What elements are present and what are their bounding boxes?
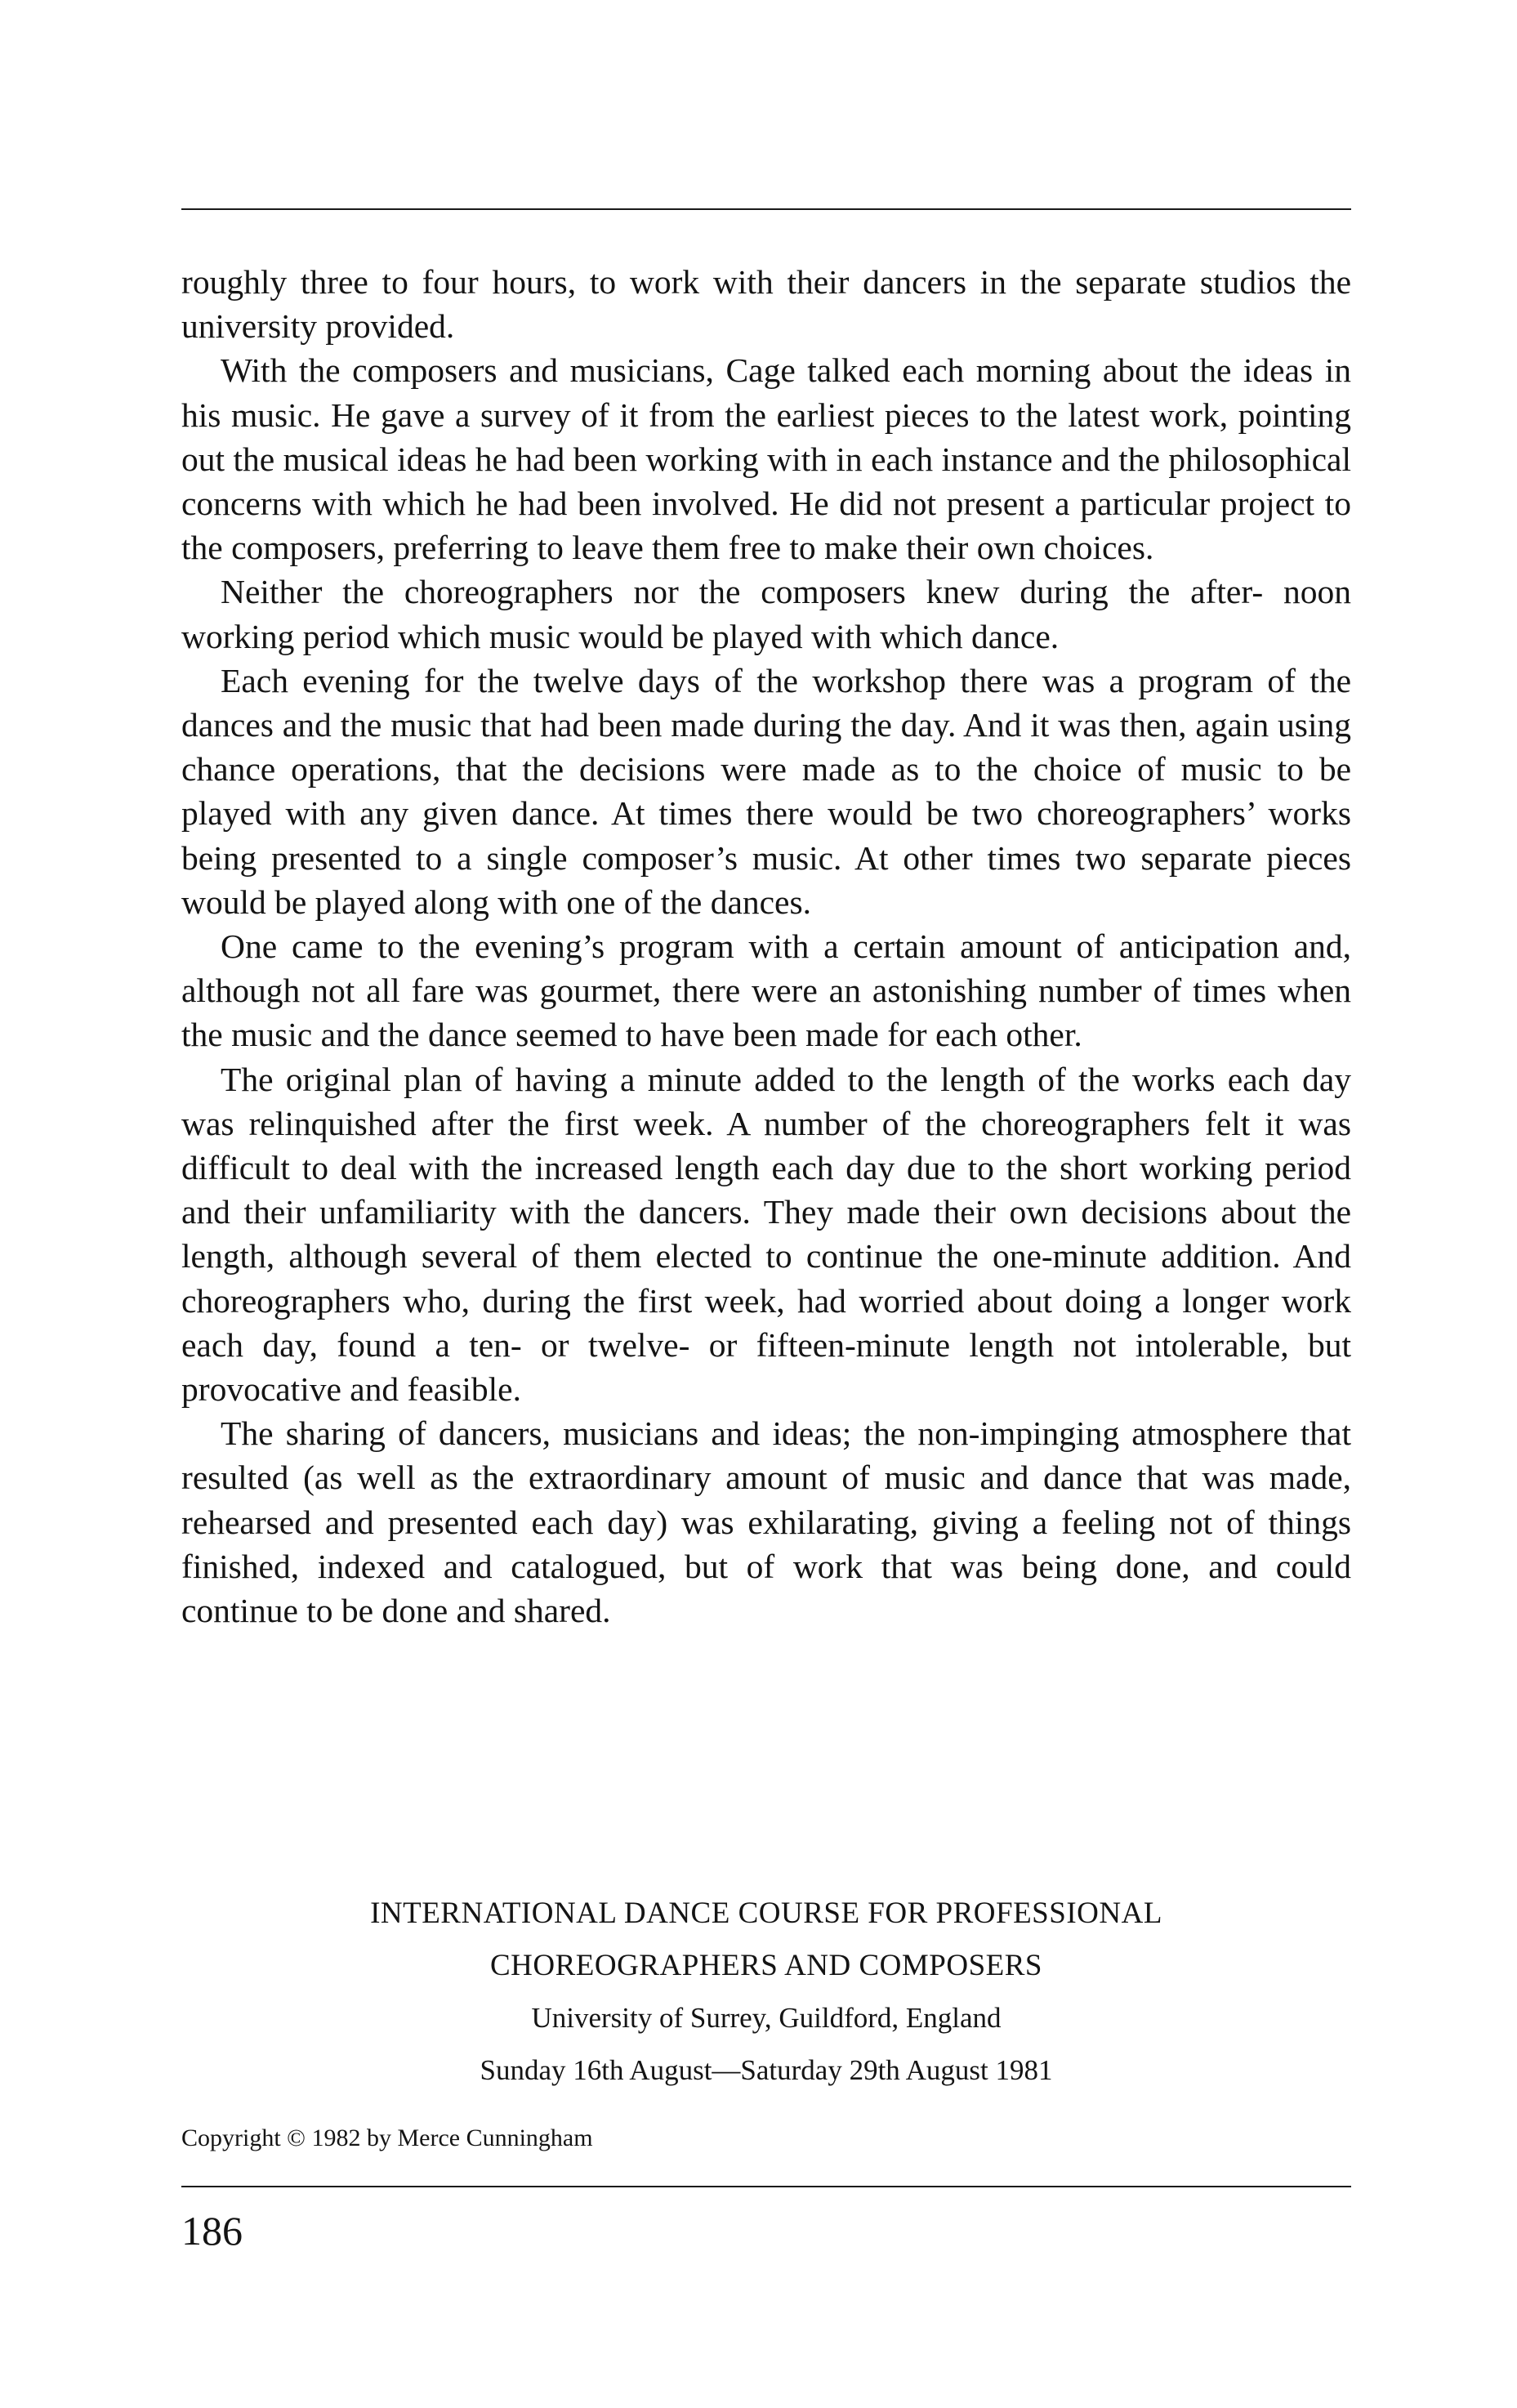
course-location: University of Surrey, Guildford, England — [531, 2002, 1002, 2034]
paragraph-1: roughly three to four hours, to work with their dancers in the separate studios the university provided. — [181, 263, 1351, 346]
course-title-line-2: CHOREOGRAPHERS AND COMPOSERS — [489, 1949, 1043, 1982]
course-credits — [181, 1888, 1351, 2097]
paragraph-2: With the composers and musicians, Cage talked each morning about the ideas in his music. He gave a survey of it from the earliest pieces to the latest work, pointing out the musical ideas he had been working with in each instance and the philosophical concerns with which he had been involved. He did not present a particular project to the composers, preferring to leave them free to make their own choices. — [181, 351, 1351, 567]
paragraph-7: The sharing of dancers, musicians and ideas; the non-impinging atmosphere that resulted (as well as the extraordinary amount of music and dance that was made, rehearsed and presented each day) was exhilarating, giving a feeling not of things finished, indexed and catalogued, but of work that was being done, and could continue to be done and shared. — [181, 1414, 1351, 1630]
paragraph-6: The original plan of having a minute added to the length of the works each day was relinquished after the first week. A number of the choreographers felt it was difficult to deal with the increased length each day due to the short working period and their unfamiliarity with the dancers. They made their own decisions about the length, although several of them elected to continue the one-minute addition. And choreographers who, during the first week, had worried about doing a longer work each day, found a ten- or twelve- or fifteen-minute length not intolerable, but provocative and feasible. — [181, 1060, 1351, 1409]
paragraph-3: Neither the choreographers nor the composers knew during the after- noon working period which music would be played with which dance. — [181, 573, 1351, 655]
course-dates: Sunday 16th August—Saturday 29th August 1981 — [480, 2054, 1053, 2086]
paragraph-5: One came to the evening’s program with a certain amount of anticipation and, although not all fare was gourmet, there were an astonishing number of times when the music and the dance seemed to have been made for each other. — [181, 927, 1351, 1054]
course-title-line-1: INTERNATIONAL DANCE COURSE FOR PROFESSIONAL — [370, 1896, 1162, 1930]
bottom-rule — [181, 2186, 1351, 2187]
copyright-notice: Copyright © 1982 by Merce Cunningham — [181, 2124, 593, 2151]
top-rule — [181, 208, 1351, 210]
body-text — [181, 260, 1351, 1633]
paragraph-4: Each evening for the twelve days of the workshop there was a program of the dances and the music that had been made during the day. And it was then, again using chance operations, that the decisions were made as to the choice of music to be played with any given dance. At times there would be two choreographers’ works being presented to a single composer’s music. At other times two separate pieces would be played along with one of the dances. — [181, 661, 1351, 921]
page-number: 186 — [181, 2208, 243, 2254]
